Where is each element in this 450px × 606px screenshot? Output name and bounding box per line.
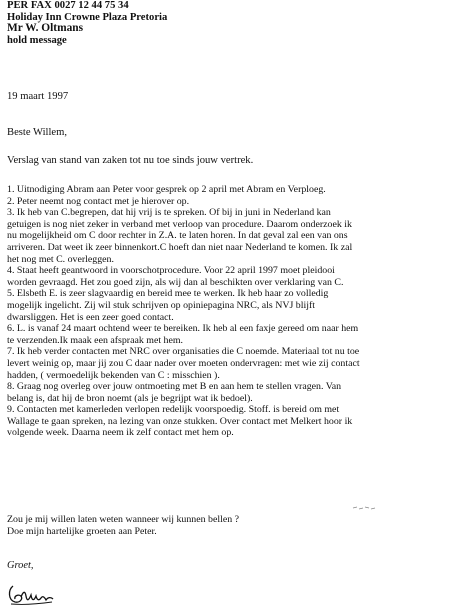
body-line: 5. Elsbeth E. is zeer slagvaardig en bereid mee te werken. Ik heb haar zo volledig [7,288,329,300]
body-line: mogelijk ingelicht. Zij wil stuk schrijven op opiniepagina NRC, als NVJ blijft [7,299,316,311]
fax-header [7,0,437,46]
letter-closing [7,514,447,539]
body-line: arriveren. Dat weet ik zeer binnenkort.C hoeft dan niet naar Nederland te komen. Ik zal [7,241,353,253]
body-line: 9. Contacten met kamerleden verlopen redelijk voorspoedig. Stoff. is bereid om met [7,404,340,416]
body-line: 7. Ik heb verder contacten met NRC over organisaties die C noemde. Materiaal tot nu toe [7,346,360,358]
letter-salutation: Beste Willem, [7,127,67,138]
body-line: levert weinig op, maar jij zou C daar nader over moeten ondervragen: met wie zij contact [7,357,360,369]
body-line: hadden, ( vermoedelijk bekenden van C : misschien ). [7,369,220,381]
letter-intro: Verslag van stand van zaken tot nu toe sinds jouw vertrek. [7,155,254,166]
body-line: nu mogelijkheid om C door rechter in Z.A. te laten horen. In dat geval zal een van ons [7,230,348,242]
handwritten-signature [6,580,56,606]
body-line: 6. L. is vanaf 24 maart ochtend weer te bereiken. Ik heb al een faxje gereed om naar hem [7,323,359,335]
body-line: dwarsliggen. Het is een zeer goed contact. [7,311,174,323]
closing-line: Doe mijn hartelijke groeten aan Peter. [7,526,157,538]
fax-number-line: PER FAX 0027 12 44 75 34 [7,0,129,11]
body-line: 1. Uitnodiging Abram aan Peter voor gesprek op 2 april met Abram en Verploeg. [7,184,326,195]
fax-hotel-line: Holiday Inn Crowne Plaza Pretoria [7,11,168,23]
body-line: 8. Graag nog overleg over jouw ontmoeting met B en aan hem te stellen vragen. Van [7,381,342,393]
body-line: belang is, dat hij de bron noemt (als je begrijpt wat ik bedoel). [7,392,253,404]
letter-body [7,184,447,439]
closing-line: Zou je mij willen laten weten wanneer wij kunnen bellen ? [7,514,239,525]
body-line: Wallage te gaan spreken, na lezing van onze stukken. Over contact met Melkert hoor ik [7,415,353,427]
fax-note: hold message [7,34,67,46]
body-line: te verzenden.Ik maak een afspraak met hem. [7,334,184,346]
body-line: 3. Ik heb van C.begrepen, dat hij vrij is te spreken. Of bij in juni in Nederland kan [7,207,331,219]
fax-recipient: Mr W. Oltmans [7,22,84,35]
body-line: het nog met C. overleggen. [7,253,114,265]
body-line: worden gevraagd. Het zou goed zijn, als wij dan al beschikten over verklaring van C. [7,276,344,288]
body-line: volgende week. Daarna neem ik zelf contact met hem op. [7,427,234,439]
body-line: 4. Staat heeft geantwoord in voorschotprocedure. Voor 22 april 1997 moet pleidooi [7,265,335,277]
scan-speckle [352,505,376,511]
body-line: 2. Peter neemt nog contact met je hierover op. [7,195,190,207]
body-line: getuigen is nog niet zeker in verband met verloop van procedure. Daarom onderzoek ik [7,218,352,230]
letter-date: 19 maart 1997 [7,91,69,102]
letter-greeting: Groet, [7,560,34,571]
